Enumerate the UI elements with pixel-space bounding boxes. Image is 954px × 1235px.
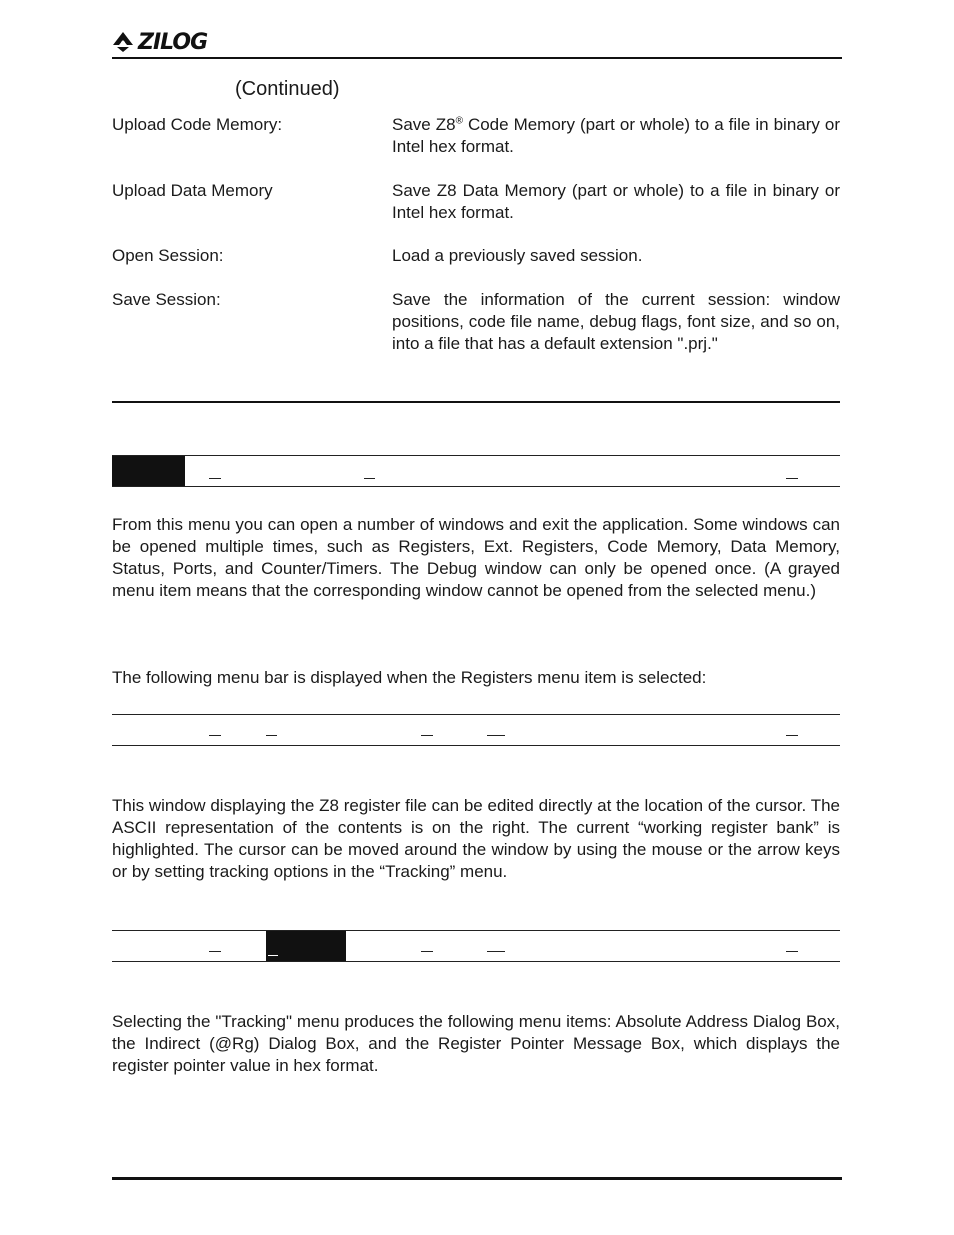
section-rule bbox=[112, 401, 840, 403]
menu-accelerator-underline bbox=[421, 951, 433, 952]
menu-accelerator-underline bbox=[487, 951, 505, 952]
menu-bar-main bbox=[112, 455, 840, 487]
def-term: Upload Data Memory bbox=[112, 181, 273, 200]
registers-intro: The following menu bar is displayed when the Registers menu item is selected: bbox=[112, 668, 707, 687]
footer-rule bbox=[112, 1177, 842, 1180]
menu-accelerator-underline bbox=[268, 955, 278, 956]
menu-item-tracking-selected[interactable] bbox=[266, 931, 346, 961]
def-upload-data-memory bbox=[112, 180, 840, 226]
window-menu-description: From this menu you can open a number of windows and exit the application. Some windows can be opened multiple times, such as Registers, Ext. Registers, Code Memory, Data Memory, Status, Ports, and Counter/Timers. The Debug window can only be opened once. (A grayed menu item means that the corresponding window cannot be opened from the selected menu.) bbox=[112, 515, 840, 600]
menu-bar-registers bbox=[112, 714, 840, 746]
def-term: Open Session: bbox=[112, 246, 224, 265]
def-term: Upload Code Memory: bbox=[112, 115, 283, 134]
menu-accelerator-underline bbox=[786, 951, 798, 952]
menu-accelerator-underline bbox=[421, 735, 433, 736]
menu-accelerator-underline bbox=[786, 735, 798, 736]
menu-accelerator-underline bbox=[487, 735, 505, 736]
menu-accelerator-underline bbox=[209, 951, 221, 952]
menu-accelerator-underline bbox=[786, 478, 798, 479]
menu-accelerator-underline bbox=[209, 735, 221, 736]
menu-item-selected[interactable] bbox=[112, 456, 185, 486]
tracking-description: Selecting the "Tracking" menu produces the following menu items: Absolute Address Dialog Box, the Indirect (@Rg) Dialog Box, and the Register Pointer Message Box, which displays the register pointer value in hex format. bbox=[112, 1012, 840, 1075]
def-term: Save Session: bbox=[112, 290, 221, 309]
zilog-logo bbox=[112, 30, 207, 54]
def-upload-code-memory bbox=[112, 114, 840, 160]
def-save-session bbox=[112, 289, 840, 357]
menu-accelerator-underline bbox=[364, 478, 375, 479]
def-open-session bbox=[112, 245, 840, 269]
def-desc: Save the information of the current session: window positions, code file name, debug flags, font size, and so on, into a file that has a default extension ".prj." bbox=[392, 290, 840, 353]
zilog-emblem-icon bbox=[112, 31, 134, 53]
menu-accelerator-underline bbox=[209, 478, 221, 479]
def-desc: Load a previously saved session. bbox=[392, 246, 643, 265]
logo-wordmark: ZILOG bbox=[138, 29, 208, 55]
registers-window-description: This window displaying the Z8 register file can be edited directly at the location of the cursor. The ASCII representation of the contents is on the right. The current “working register bank” is highlighted. The cursor can be moved around the window by using the mouse or the arrow keys or by setting tracking options in the “Tracking” menu. bbox=[112, 796, 840, 881]
continued-label: (Continued) bbox=[235, 78, 340, 100]
def-desc: Save Z8 Data Memory (part or whole) to a file in binary or Intel hex format. bbox=[392, 181, 840, 222]
menu-accelerator-underline bbox=[266, 735, 277, 736]
def-desc: Save Z8® Code Memory (part or whole) to a file in binary or Intel hex format. bbox=[392, 115, 840, 156]
header-rule bbox=[112, 57, 842, 59]
menu-bar-tracking bbox=[112, 930, 840, 962]
